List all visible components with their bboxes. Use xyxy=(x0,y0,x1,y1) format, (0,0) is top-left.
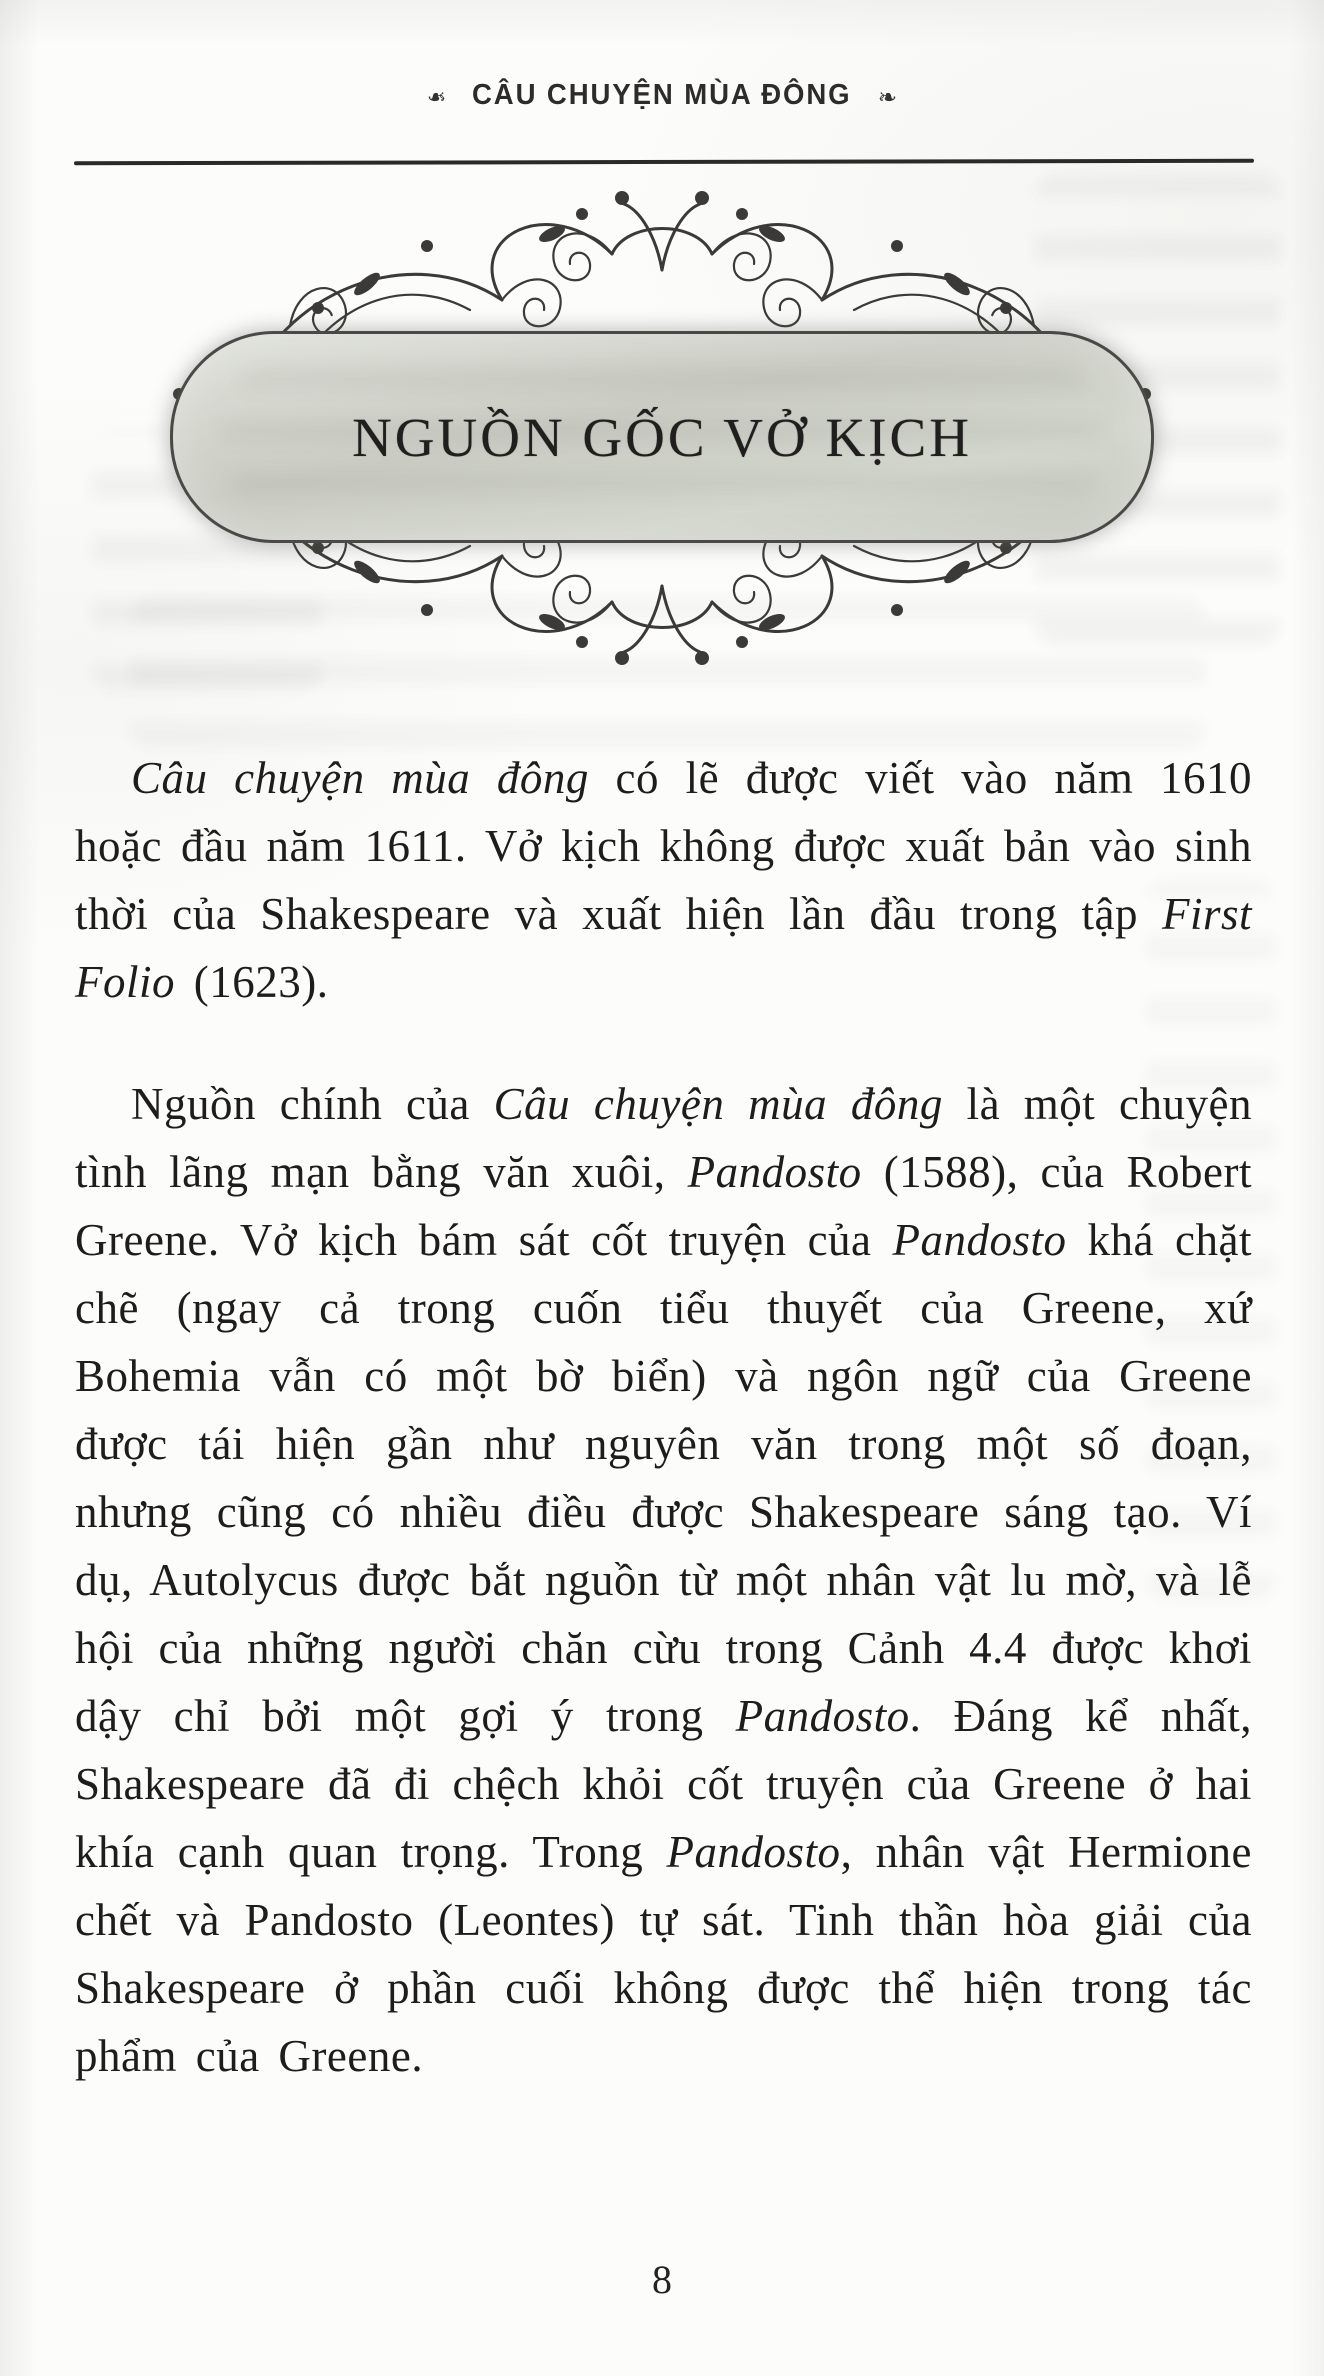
fleuron-icon: ❧ xyxy=(877,85,899,111)
text-run: khá chặt chẽ (ngay cả trong cuốn tiểu thuyết của Greene, xứ Bohemia vẫn có một bờ biển) và ngôn ngữ của Greene được tái hiện gần như nguyên văn trong một số đoạn, nhưng cũng có nhiều điều được Shakespeare sáng tạo. Ví dụ, Autolycus được bắt nguồn từ một nhân vật lu mờ, và lễ hội của những người chăn cừu trong Cảnh 4.4 được khơi dậy chỉ bởi một gợi ý trong xyxy=(75,1215,1252,1741)
text-run-italic: First Folio xyxy=(75,889,1252,1007)
page-number: 8 xyxy=(652,2257,672,2302)
section-title: NGUỒN GỐC VỞ KỊCH xyxy=(352,406,972,468)
running-header xyxy=(0,78,1324,112)
text-run-italic: Câu chuyện mùa đông xyxy=(131,753,589,803)
text-run: Nguồn chính của xyxy=(131,1079,494,1129)
text-run: . Đáng kể nhất, Shakespeare đã đi chệch khỏi cốt truyện của Greene ở hai khía cạnh quan trọng. Trong xyxy=(75,1691,1252,1877)
text-run-italic: Pandosto xyxy=(892,1215,1067,1265)
text-run-italic: Pandosto xyxy=(687,1147,862,1197)
section-title-plaque xyxy=(170,331,1154,543)
text-run-italic: Pandosto xyxy=(666,1827,841,1877)
paragraph xyxy=(75,744,1252,1016)
text-run: (1623). xyxy=(175,957,329,1007)
text-run: là một chuyện tình lãng mạn bằng văn xuôi, xyxy=(75,1079,1252,1197)
text-run-italic: Pandosto xyxy=(735,1691,910,1741)
text-run: , nhân vật Hermione chết và Pandosto (Leontes) tự sát. Tinh thần hòa giải của Shakespeare ở phần cuối không được thể hiện trong tác phẩm của Greene. xyxy=(75,1827,1252,2081)
text-run: có lẽ được viết vào năm 1610 hoặc đầu năm 1611. Vở kịch không được xuất bản vào sinh thời của Shakespeare và xuất hiện lần đầu trong tập xyxy=(75,753,1252,939)
text-run: (1588), của Robert Greene. Vở kịch bám sát cốt truyện của xyxy=(75,1147,1252,1265)
fleuron-icon: ❧ xyxy=(425,85,447,111)
paragraph xyxy=(75,1070,1252,2090)
text-run-italic: Câu chuyện mùa đông xyxy=(493,1079,943,1129)
body-text xyxy=(75,744,1252,2090)
running-header-title: CÂU CHUYỆN MÙA ĐÔNG xyxy=(472,78,852,111)
section-banner xyxy=(82,148,1242,708)
